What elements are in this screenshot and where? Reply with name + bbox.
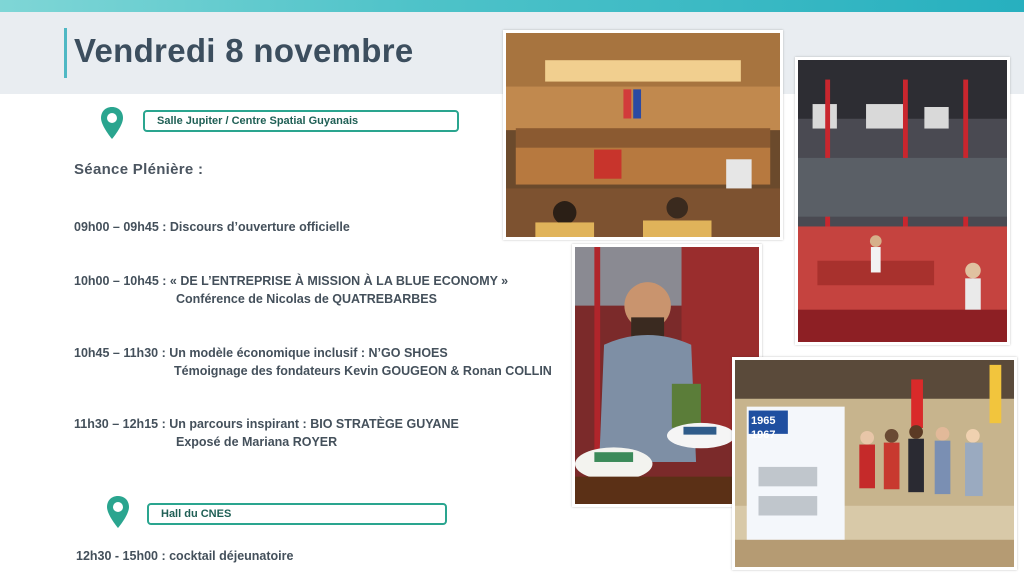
exhibit-year-1967: 1967	[751, 429, 776, 441]
photo-exhibition-group	[732, 357, 1017, 570]
agenda-item	[76, 549, 293, 563]
photo-auditorium	[795, 57, 1010, 345]
agenda-item	[74, 417, 459, 449]
exhibit-year-1965: 1965	[751, 415, 776, 427]
page-title: Vendredi 8 novembre	[74, 32, 414, 69]
agenda-item-time-title: 12h30 - 15h00 : cocktail déjeunatoire	[76, 549, 294, 563]
title-rule	[64, 28, 67, 78]
agenda-item	[74, 274, 508, 306]
agenda-item	[74, 346, 552, 378]
photo-conference-room	[503, 30, 783, 240]
agenda-item-speaker: Conférence de Nicolas de QUATREBARBES	[176, 292, 437, 306]
agenda-item-time-title: 11h30 – 12h15 : Un parcours inspirant : BIO STRATÈGE GUYANE	[74, 417, 459, 431]
agenda-item-time-title: 09h00 – 09h45 : Discours d’ouverture officielle	[74, 220, 350, 234]
location-pin-icon	[100, 106, 124, 140]
location-pin-icon	[106, 495, 130, 529]
location-label-hall-cnes: Hall du CNES	[147, 503, 447, 525]
agenda-item-speaker: Témoignage des fondateurs Kevin GOUGEON & Ronan COLLIN	[174, 364, 552, 378]
agenda-item	[74, 220, 350, 234]
location-label-salle-jupiter: Salle Jupiter / Centre Spatial Guyanais	[143, 110, 459, 132]
agenda-item-time-title: 10h45 – 11h30 : Un modèle économique inclusif : N’GO SHOES	[74, 346, 448, 360]
session-title: Séance Plénière :	[74, 161, 204, 178]
top-accent-band	[0, 0, 1024, 12]
agenda-item-speaker: Exposé de Mariana ROYER	[176, 435, 338, 449]
agenda-item-time-title: 10h00 – 10h45 : « DE L’ENTREPRISE À MISSION À LA BLUE ECONOMY »	[74, 274, 509, 288]
